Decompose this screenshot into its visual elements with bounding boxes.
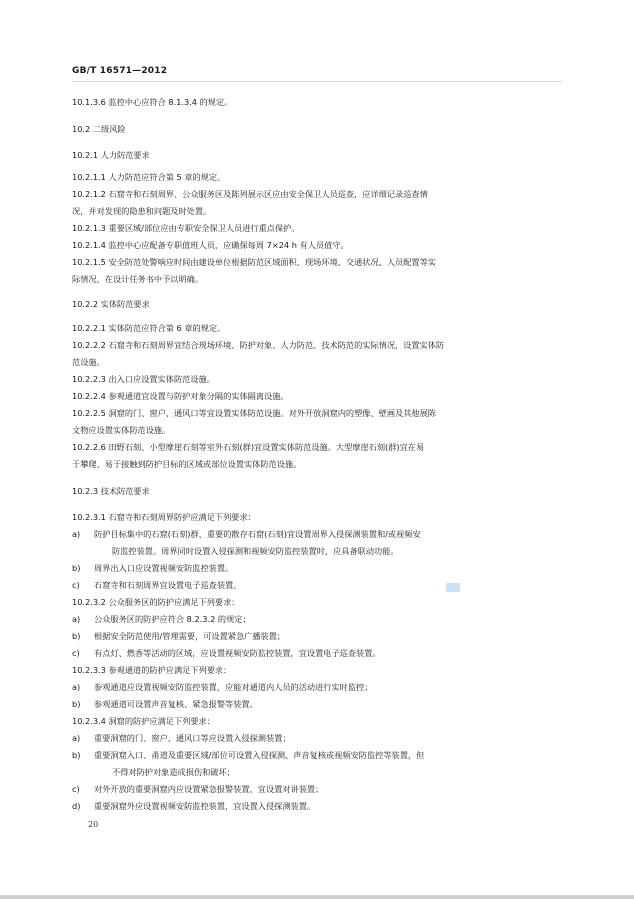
- standard-number: GB/T 16571—2012: [72, 66, 168, 76]
- list-label: b): [72, 631, 81, 641]
- clause-10-2-1-2: 10.2.1.2 石窟寺和石刻周界、公众服务区及陈列展示区应由安全保卫人员巡查，应详细记录巡查情: [72, 189, 428, 199]
- clause-10-2-1-5: 10.2.1.5 安全防范处警响应时间由建设单位根据防范区域面积、现场环境、交通状况、人员配置等实: [72, 257, 436, 267]
- list-item-text: 石窟寺和石刻周界宜设置电子巡查装置。: [94, 580, 242, 590]
- page-number: 20: [88, 820, 99, 829]
- list-item-text: 公众服务区的防护应符合 8.2.3.2 的规定；: [94, 614, 251, 624]
- list-item-text: 参观通道应设置视频安防监控装置，应能对通道内人员的活动进行实时监控；: [94, 682, 373, 692]
- list-label: c): [72, 648, 80, 658]
- section-heading-10-2: 10.2 二级风险: [72, 124, 126, 134]
- list-item: [72, 631, 569, 641]
- clause-10-2-3-4: 10.2.3.4 洞窟的防护应满足下列要求：: [72, 716, 215, 726]
- list-item-text: 有点灯、燃香等活动的区域，应设置视频安防监控装置，宜设置电子巡查装置。: [94, 648, 381, 658]
- list-item-text: 防护目标集中的石窟(石刻)群、重要的散存石窟(石刻)宜设置周界入侵探测装置和/或视频安: [94, 529, 421, 539]
- clause-10-2-2-1: 10.2.2.1 实体防范应符合第 6 章的规定。: [72, 323, 226, 333]
- list-item-text: 重要洞窟外应设置视频安防监控装置，宜设置入侵探测装置。: [94, 801, 316, 811]
- list-label: a): [72, 682, 81, 692]
- clause-10-2-1-2-cont: 况，并对发现的隐患和问题及时处置。: [72, 206, 212, 216]
- clause-10-2-2-5: 10.2.2.5 洞窟的门、窗户、通风口等宜设置实体防范设施。对外开放洞窟内的塑像、壁画及其他展陈: [72, 408, 436, 418]
- list-label: c): [72, 784, 80, 794]
- list-item-text: 参观通道可设置声音复核、紧急报警等装置。: [94, 699, 258, 709]
- clause-10-2-1-5-cont: 际情况，在设计任务书中予以明确。: [72, 274, 204, 284]
- clause-10-2-2-2-cont: 范设施。: [72, 357, 105, 367]
- list-item: [72, 529, 569, 539]
- list-item-cont: 不得对防护对象造成损伤和破坏；: [112, 767, 235, 777]
- list-label: a): [72, 733, 81, 743]
- watermark-icon: [446, 583, 460, 592]
- header-rule: [72, 81, 562, 82]
- list-item: [72, 784, 569, 794]
- clause-10-2-1-3: 10.2.1.3 重要区域/部位应由专职安全保卫人员进行重点保护。: [72, 223, 300, 233]
- clause-10-2-2-6: 10.2.2.6 田野石刻、小型摩崖石刻等室外石刻(群)宜设置实体防范设施。大型摩崖石刻(群)宜在易: [72, 442, 425, 452]
- list-label: a): [72, 529, 81, 539]
- list-label: a): [72, 614, 81, 624]
- clause-10-2-1-4: 10.2.1.4 监控中心应配备专职值班人员，应确保每周 7×24 h 有人员值守。: [72, 240, 349, 250]
- clause-10-1-3-6: 10.1.3.6 监控中心应符合 8.1.3.4 的规定。: [72, 97, 233, 107]
- clause-10-2-2-6-cont: 于攀爬、易于接触到防护目标的区域或部位设置实体防范设施。: [72, 459, 302, 469]
- list-item-cont: 防监控装置。周界同时设置入侵探测和视频安防监控装置时，应具备联动功能。: [112, 546, 399, 556]
- subsection-heading-10-2-1: 10.2.1 人力防范要求: [72, 150, 150, 160]
- list-item-text: 根据安全防范使用/管理需要，可设置紧急广播装置；: [94, 631, 286, 641]
- list-label: b): [72, 563, 81, 573]
- list-item: [72, 733, 569, 743]
- list-item: [72, 563, 569, 573]
- list-item: [72, 682, 569, 692]
- subsection-heading-10-2-3: 10.2.3 技术防范要求: [72, 486, 150, 496]
- list-label: c): [72, 580, 80, 590]
- clause-10-2-2-3: 10.2.2.3 出入口应设置实体防范设施。: [72, 374, 215, 384]
- list-item: [72, 580, 569, 590]
- list-item-text: 周界出入口应设置视频安防监控装置。: [94, 563, 234, 573]
- list-label: b): [72, 699, 81, 709]
- list-label: b): [72, 750, 81, 760]
- list-item-text: 重要洞窟的门、窗户、通风口等应设置入侵探测装置；: [94, 733, 291, 743]
- clause-10-2-3-3: 10.2.3.3 参观通道的防护应满足下列要求：: [72, 665, 232, 675]
- clause-10-2-3-2: 10.2.3.2 公众服务区的防护应满足下列要求：: [72, 597, 240, 607]
- list-item: [72, 614, 569, 624]
- clause-10-2-2-5-cont: 文物应设置实体防范设施。: [72, 425, 171, 435]
- subsection-heading-10-2-2: 10.2.2 实体防范要求: [72, 299, 150, 309]
- list-item: [72, 699, 569, 709]
- clause-10-2-2-4: 10.2.2.4 参观通道宜设置与防护对象分隔的实体隔离设施。: [72, 391, 289, 401]
- clause-10-2-3-1: 10.2.3.1 石窟寺和石刻周界防护应满足下列要求：: [72, 512, 256, 522]
- list-item-text: 重要洞窟入口、甬道及重要区域/部位可设置入侵探测、声音复核或视频安防监控等装置，但: [94, 750, 425, 760]
- clause-10-2-1-1: 10.2.1.1 人力防范应符合第 5 章的规定。: [72, 172, 226, 182]
- clause-10-2-2-2: 10.2.2.2 石窟寺和石刻周界宜结合现场环境、防护对象、人力防范、技术防范的实际情况，设置实体防: [72, 340, 445, 350]
- list-item-text: 对外开放的重要洞窟内应设置紧急报警装置，宜设置对讲装置；: [94, 784, 324, 794]
- list-item: [72, 801, 569, 811]
- list-label: d): [72, 801, 81, 811]
- list-item: [72, 648, 569, 658]
- list-item: [72, 750, 569, 760]
- page-bottom-edge: [0, 895, 634, 899]
